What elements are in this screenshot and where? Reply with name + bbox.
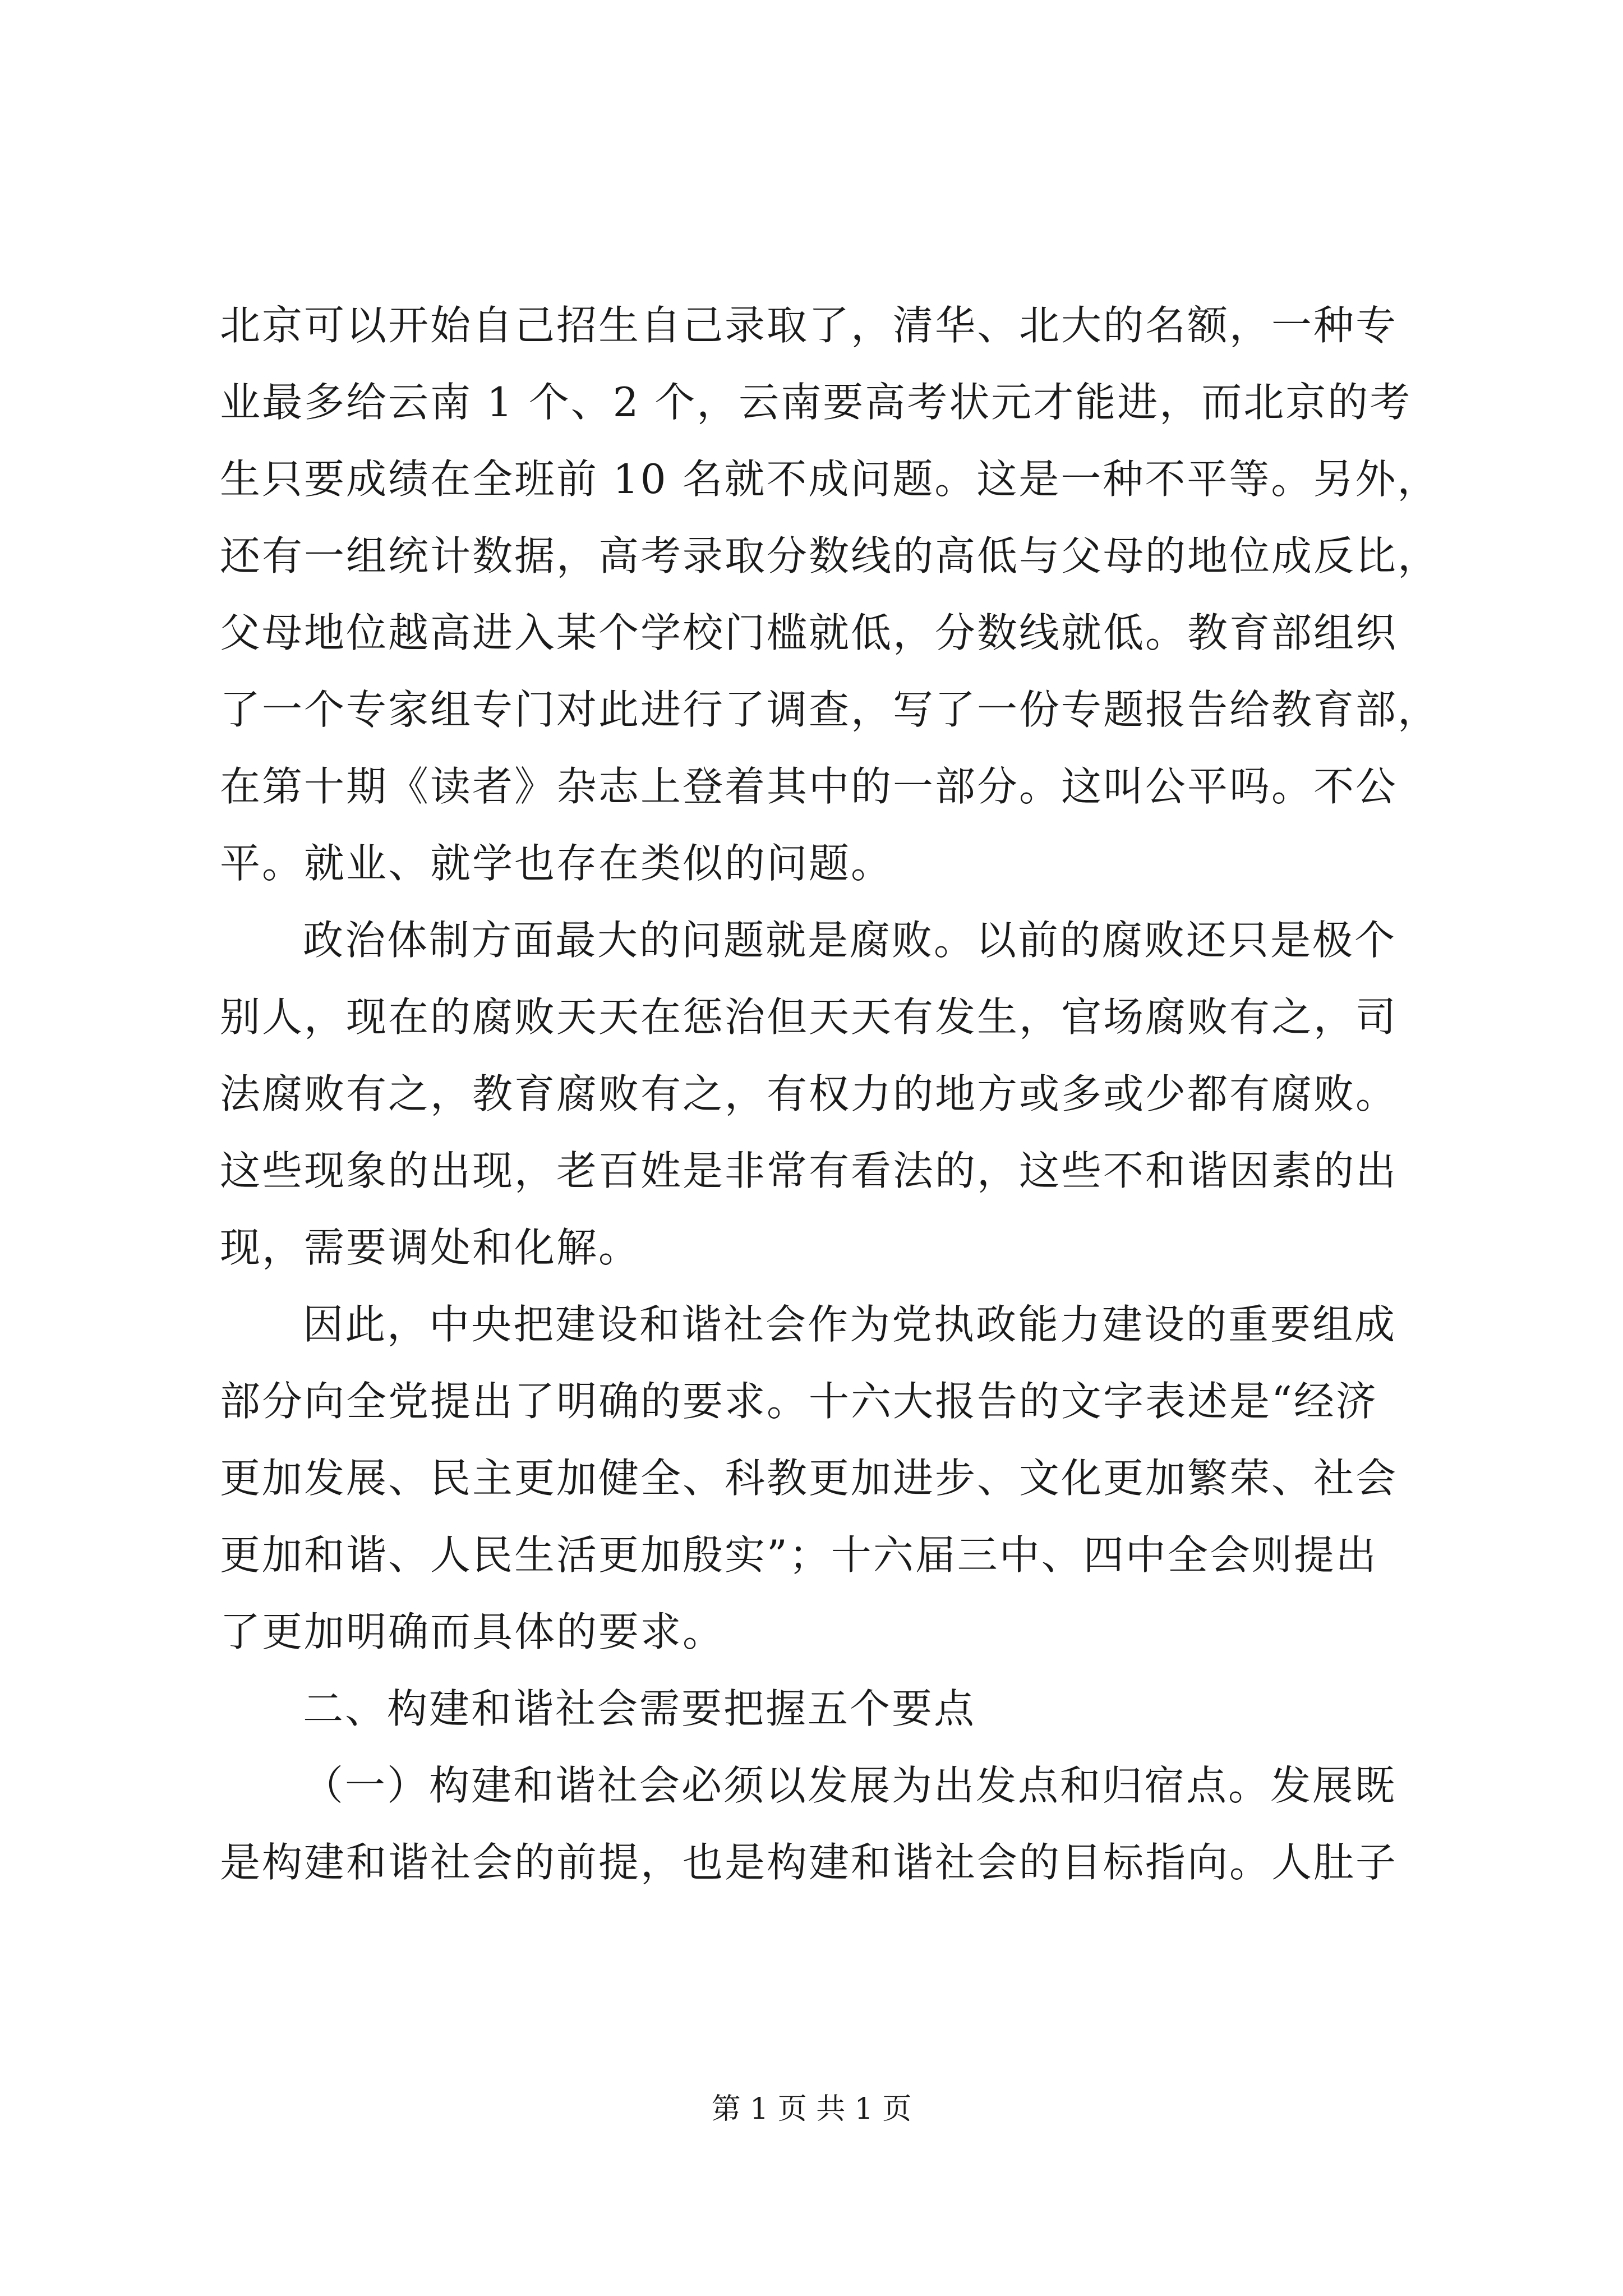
text-line: 父母地位越高进入某个学校门槛就低，分数线就低。教育部组织 — [220, 609, 1398, 656]
paragraph-first-line: （一）构建和谐社会必须以发展为出发点和归宿点。发展既 — [303, 1762, 1397, 1809]
text-line: 现，需要调处和化解。 — [220, 1224, 641, 1271]
text-line: 更加发展、民主更加健全、科教更加进步、文化更加繁荣、社会 — [220, 1455, 1398, 1502]
text-line: 这些现象的出现，老百姓是非常有看法的，这些不和谐因素的出 — [220, 1147, 1398, 1194]
section-heading: 二、构建和谐社会需要把握五个要点 — [303, 1685, 976, 1732]
text-line: 平。就业、就学也存在类似的问题。 — [220, 840, 893, 887]
text-line: 还有一组统计数据，高考录取分数线的高低与父母的地位成反比， — [220, 532, 1440, 579]
paragraph-first-line: 因此，中央把建设和谐社会作为党执政能力建设的重要组成 — [303, 1301, 1397, 1348]
text-line: 业最多给云南 1 个、2 个，云南要高考状元才能进，而北京的考 — [220, 379, 1412, 426]
text-line: 在第十期《读者》杂志上登着其中的一部分。这叫公平吗。不公 — [220, 763, 1398, 810]
text-line: 了更加明确而具体的要求。 — [220, 1608, 725, 1655]
page-footer: 第 1 页 共 1 页 — [711, 2092, 912, 2126]
text-line: 别人，现在的腐败天天在惩治但天天有发生，官场腐败有之，司 — [220, 993, 1398, 1041]
paragraph-first-line: 政治体制方面最大的问题就是腐败。以前的腐败还只是极个 — [303, 917, 1397, 964]
text-line: 北京可以开始自己招生自己录取了，清华、北大的名额，一种专 — [220, 302, 1398, 349]
text-line: 部分向全党提出了明确的要求。十六大报告的文字表述是“经济 — [220, 1378, 1378, 1425]
text-line: 是构建和谐社会的前提，也是构建和谐社会的目标指向。人肚子 — [220, 1839, 1398, 1886]
text-line: 更加和谐、人民生活更加殷实”；十六届三中、四中全会则提出 — [220, 1531, 1378, 1579]
text-line: 生只要成绩在全班前 10 名就不成问题。这是一种不平等。另外， — [220, 455, 1440, 503]
text-line: 法腐败有之，教育腐败有之，有权力的地方或多或少都有腐败。 — [220, 1070, 1398, 1117]
text-line: 了一个专家组专门对此进行了调查，写了一份专题报告给教育部， — [220, 686, 1440, 733]
